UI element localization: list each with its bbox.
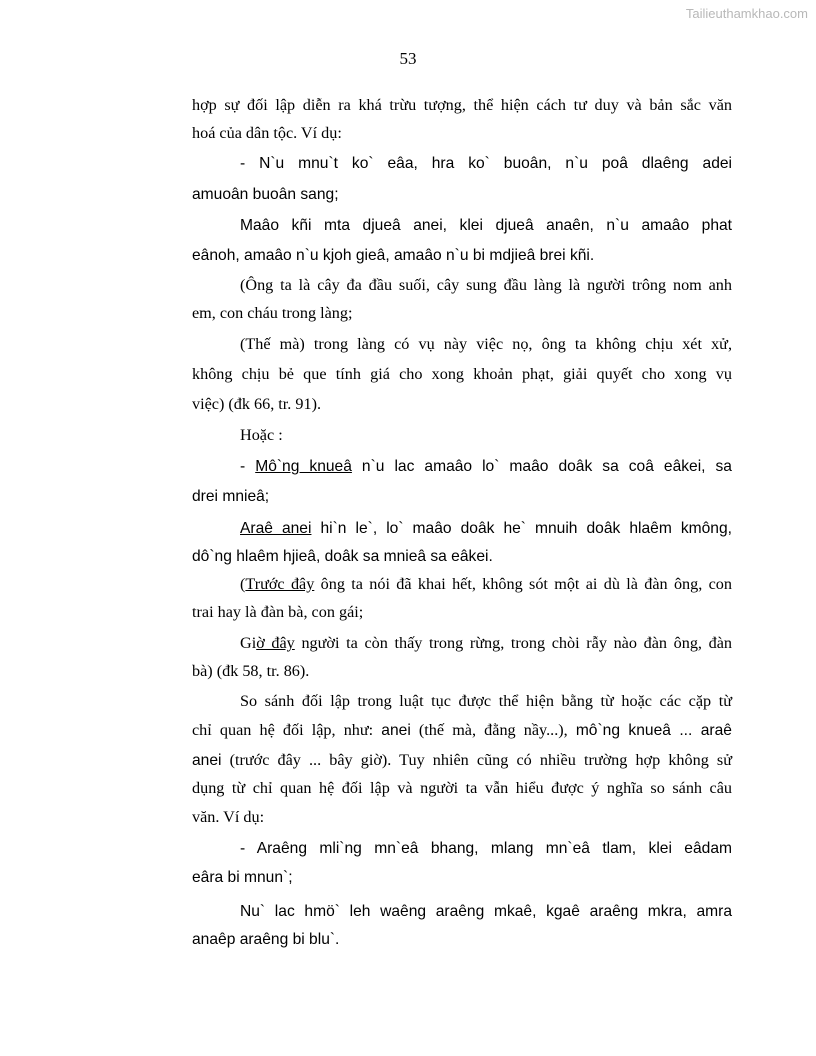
text-line — [192, 488, 732, 506]
text-line — [240, 692, 732, 711]
text-segment: Hoặc : — [240, 426, 283, 444]
text-line — [192, 548, 732, 566]
text-line — [240, 840, 732, 858]
text-line — [192, 124, 732, 143]
text-segment: n`u lac amaâo lo` maâo doâk sa coâ eâkei, sa — [351, 458, 732, 475]
text-segment: drei mnieâ; — [192, 488, 270, 505]
text-segment: bà) (đk 58, tr. 86). — [192, 662, 310, 680]
text-segment: ông ta nói đã khai hết, không sót một ai dù là đàn ông, con — [314, 575, 732, 593]
text-line — [240, 217, 732, 235]
text-segment: ( — [240, 575, 246, 593]
text-line — [240, 520, 732, 538]
text-segment: (trước đây ... bây giờ). Tuy nhiên cũng có nhiều trường hợp không sử — [221, 751, 732, 769]
text-segment: chỉ quan hệ đối lập, như: — [192, 721, 382, 739]
text-line — [192, 751, 732, 770]
text-segment: eânoh, amaâo n`u kjoh gieâ, amaâo n`u bi mdjieâ brei kñi. — [192, 247, 595, 264]
text-line — [240, 276, 732, 295]
text-segment: văn. Ví dụ: — [192, 808, 265, 826]
text-segment: So sánh đối lập trong luật tục được thể hiện bằng từ hoặc các cặp từ — [240, 692, 732, 710]
text-line — [192, 96, 732, 115]
text-line — [240, 155, 732, 173]
text-segment: trai hay là đàn bà, con gái; — [192, 603, 364, 621]
text-segment: anei — [381, 722, 411, 739]
underlined-text: ờ đây — [256, 634, 295, 652]
text-line — [192, 395, 732, 414]
text-segment: (Thế mà) trong làng có vụ này việc nọ, ông ta không chịu xét xử, — [240, 335, 732, 353]
text-segment: Maâo kñi mta djueâ anei, klei djueâ anaên, n`u amaâo phat — [240, 217, 732, 234]
text-segment: hi`n le`, lo` maâo doâk he` mnuih doâk hlaêm kmông, — [311, 520, 732, 537]
text-segment: (thế mà, đằng nầy...), — [410, 721, 576, 739]
text-line — [192, 869, 732, 887]
text-line — [240, 335, 732, 354]
text-line — [192, 808, 732, 827]
watermark: Tailieuthamkhao.com — [685, 6, 808, 21]
text-line — [192, 304, 732, 323]
text-segment: việc) (đk 66, tr. 91). — [192, 395, 322, 413]
text-line — [240, 903, 732, 921]
text-line — [192, 186, 732, 204]
text-segment: amuoân buoân sang; — [192, 186, 339, 203]
text-line — [192, 931, 732, 949]
text-segment: mô`ng knueâ ... araê — [575, 722, 732, 739]
text-line — [240, 458, 732, 476]
text-segment: em, con cháu trong làng; — [192, 304, 353, 322]
text-line — [192, 247, 732, 265]
text-segment: không chịu bẻ que tính giá cho xong khoản phạt, giải quyết cho xong vụ — [192, 365, 732, 383]
text-segment: - Araêng mli`ng mn`eâ bhang, mlang mn`eâ tlam, klei eâdam — [240, 840, 732, 857]
text-line — [192, 365, 732, 384]
text-segment: Gi — [240, 634, 257, 652]
underlined-text: Araê anei — [240, 520, 312, 537]
text-segment: hợp sự đối lập diễn ra khá trừu tượng, thể hiện cách tư duy và bản sắc văn — [192, 96, 732, 114]
page-number: 53 — [399, 49, 417, 68]
text-segment: - N`u mnu`t ko` eâa, hra ko` buoân, n`u poâ dlaêng adei — [240, 155, 732, 172]
text-segment: Nu` lac hmö` leh waêng araêng mkaê, kgaê araêng mkra, amra — [240, 903, 732, 920]
underlined-text: Trước đây — [245, 575, 315, 593]
text-segment: - — [240, 458, 256, 475]
text-segment: hoá của dân tộc. Ví dụ: — [192, 124, 342, 142]
text-line — [192, 662, 732, 681]
text-line — [192, 603, 732, 622]
text-segment: người ta còn thấy trong rừng, trong chòi rẫy nào đàn ông, đàn — [294, 634, 732, 652]
text-segment: dô`ng hlaêm hjieâ, doâk sa mnieâ sa eâkei. — [192, 548, 493, 565]
text-line — [240, 634, 732, 653]
underlined-text: Mô`ng knueâ — [255, 458, 352, 475]
text-line — [240, 575, 732, 594]
text-segment: anei — [192, 752, 222, 769]
text-segment: anaêp araêng bi blu`. — [192, 931, 340, 948]
text-segment: (Ông ta là cây đa đầu suối, cây sung đầu làng là người trông nom anh — [240, 276, 732, 294]
text-line — [240, 426, 732, 445]
text-segment: dụng từ chỉ quan hệ đối lập và người ta vẫn hiểu được ý nghĩa so sánh câu — [192, 779, 732, 797]
text-segment: eâra bi mnun`; — [192, 869, 293, 886]
text-line — [192, 721, 732, 740]
text-line — [192, 779, 732, 798]
